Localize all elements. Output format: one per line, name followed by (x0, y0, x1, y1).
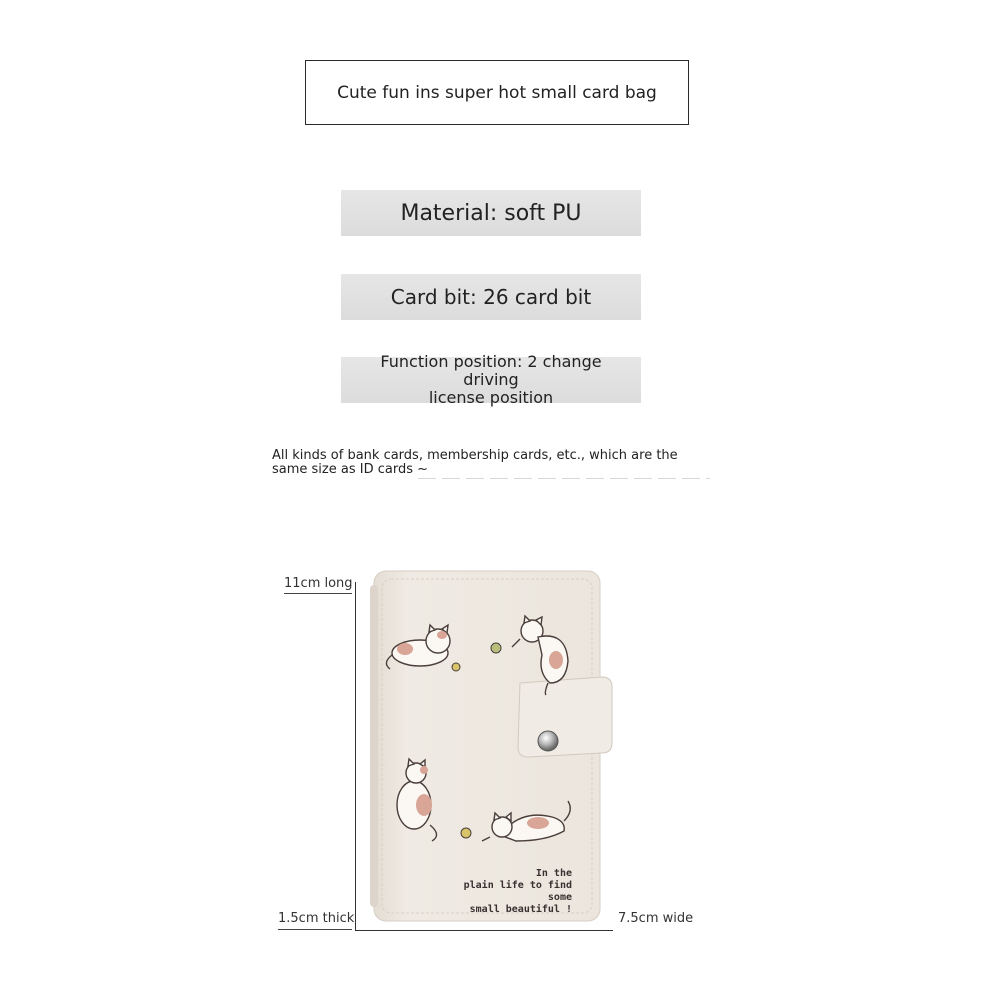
snap-button (538, 731, 558, 751)
note-divider (418, 478, 710, 479)
height-dimension-line (355, 582, 356, 930)
duck-toy-1 (452, 663, 460, 671)
material-spec (341, 190, 641, 236)
wallet-strap (518, 677, 612, 757)
card-bit-spec (341, 274, 641, 320)
usage-note (272, 449, 712, 477)
usage-note-line2: same size as ID cards ~ (272, 462, 428, 477)
ball-toy (491, 643, 501, 653)
material-text: Material: soft PU (400, 200, 582, 226)
thickness-label-underline (278, 929, 352, 930)
thickness-label: 1.5cm thick (278, 911, 355, 926)
length-label-underline (284, 593, 352, 594)
card-holder-image (360, 565, 620, 925)
title-text: Cute fun ins super hot small card bag (337, 82, 657, 103)
length-label: 11cm long (284, 576, 353, 591)
slogan-line3: small beautiful ! (469, 904, 572, 915)
width-dimension-line (355, 930, 613, 931)
slogan-line1: In the (535, 868, 572, 879)
slogan-text (440, 868, 572, 916)
width-label: 7.5cm wide (618, 911, 694, 926)
function-text-line2: license position (428, 388, 554, 407)
function-text-line1: Function position: 2 change driving (380, 352, 602, 389)
title-box (305, 60, 689, 125)
function-position-spec (341, 352, 641, 407)
duck-toy-2 (461, 828, 471, 838)
slogan-line2: plain life to find some (463, 880, 572, 903)
card-bit-text: Card bit: 26 card bit (390, 285, 592, 309)
usage-note-line1: All kinds of bank cards, membership cards, etc., which are the (272, 448, 678, 463)
wallet-spine (370, 585, 378, 907)
